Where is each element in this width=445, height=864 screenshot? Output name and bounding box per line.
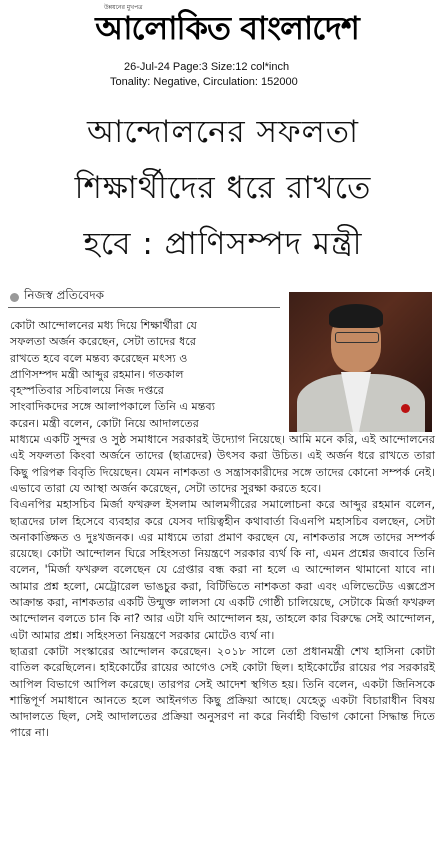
article-line: সাংবাদিকদের সঙ্গে আলাপকালে তিনি এ মন্তব্য <box>10 400 215 414</box>
headline <box>8 104 438 272</box>
clipping-meta-line-1: 26-Jul-24 Page:3 Size:12 col*inch <box>124 61 290 73</box>
byline <box>10 287 104 307</box>
headline-line-3: হবে : প্রাণিসম্পদ মন্ত্রী <box>83 226 363 262</box>
byline-bullet-icon <box>10 293 19 302</box>
article-line: রাখতে হবে বলে মন্তব্য করেছেন মৎস্য ও <box>10 351 188 365</box>
article-intro <box>10 318 286 432</box>
clipping-meta-line-2: Tonality: Negative, Circulation: 152000 <box>110 76 298 88</box>
byline-text: নিজস্ব প্রতিবেদক <box>24 288 105 302</box>
article-line: প্রাণিসম্পদ মন্ত্রী আব্দুর রহমান। গতকাল <box>10 367 184 381</box>
masthead-tagline: উন্নয়নের মুখপত্র <box>104 4 143 11</box>
masthead <box>0 0 445 58</box>
article-line: কোটা আন্দোলনের মধ্য দিয়ে শিক্ষার্থীরা যে <box>10 319 198 332</box>
article-line: করেন। মন্ত্রী বলেন, কোটা নিয়ে আদালতের <box>10 416 199 430</box>
byline-divider <box>8 307 280 308</box>
article-paragraph-2: বিএনপির মহাসচিব মির্জা ফখরুল ইসলাম আলমগীরের সমালোচনা করে আব্দুর রহমান বলেন, ছাত্রদের ঢাল হিসেবে ব্যবহার করে যেসব দায়িত্বহীন কথাবার্তা বিএনপি মহাসচিব বলছেন, সেটা অনাকাঙ্ক্ষিত ও দুঃখজনক। এর মাধ্যমে তারা প্রমাণ করছেন যে, নাশকতার সঙ্গে তাদের সম্পর্ক রয়েছে। কোটা আন্দোলন ঘিরে সহিংসতা নিয়ন্ত্রণে সরকার ব্যর্থ কি না, এমন প্রশ্নের জবাবে তিনি বলেন, 'মির্জা ফখরুল বলেছেন যে গ্রেপ্তার বন্ধ করা না হলে এ আন্দোলন থামানো যাবে না। আমার প্রশ্ন হলো, মেট্রোরেল ভাঙচুর করা, বিটিভিতে নাশকতা করা এবং এলিভেটেড এক্সপ্রেস আক্রান্ত করা, নাশকতার একটি উন্মুক্ত লালসা যে একটি গোষ্ঠী চালিয়েছে, সেটাকে মির্জা ফখরুল আন্দোলন বলতে চান কি না? আর এটা যদি আন্দোলন হয়, তাহলে কার বিরুদ্ধে সেই আন্দোলন, এটা আমার প্রশ্ন। সহিংসতা নিয়ন্ত্রণে সরকার মোটেও ব্যর্থ না। <box>10 498 435 642</box>
article-body <box>10 318 435 742</box>
headline-line-1: আন্দোলনের সফলতা <box>87 114 359 150</box>
article-paragraph-3: ছাত্ররা কোটা সংস্কারের আন্দোলন করেছেন। ২০১৮ সালে তো প্রধানমন্ত্রী শেখ হাসিনা কোটা বাতিল করেছিলেন। হাইকোর্টের রায়ের আগেও সেই কোটা ছিল। হাইকোর্টের রায়ের পর সরকারই আপিল বিভাগে আপিল করেছে। তারপর সেই আদেশ স্থগিত হয়। তিনি বলেন, একটা জিনিসকে শান্তিপূর্ণ সমাধানে আনতে হলে আইনগত কিছু প্রক্রিয়া আছে। যেহেতু একটা বিচারাধীন বিষয় আদালতে ছিল, সেই আদালতের প্রক্রিয়া অনুসরণ না করে নির্বাহী বিভাগ কোনো সিদ্ধান্ত দিতে পারে না। <box>10 644 435 740</box>
article-paragraph-1: মাধ্যমে একটি সুন্দর ও সুষ্ঠ সমাধানে সরকারই উদ্যোগ নিয়েছে। আমি মনে করি, এই আন্দোলনের এই সফলতা কিংবা অর্জনে তাদের (ছাত্রদের) উৎসব করা উচিত। এই অর্জন ধরে রাখতে তারা কিছু পরিপক্ব বিবৃতি দিয়েছেন। যেমন নাশকতা ও সন্ত্রাসকারীদের সঙ্গে তাদের কোনো সম্পর্ক নেই। এভাবে তারা যে আস্থা অর্জন করেছেন, সেটা তাদের সুরক্ষা করতে হবে। <box>10 433 435 495</box>
article-line: বৃহস্পতিবার সচিবালয়ে নিজ দপ্তরে <box>10 384 164 398</box>
headline-line-2: শিক্ষার্থীদের ধরে রাখতে <box>74 170 372 206</box>
newspaper-logo: আলোকিত বাংলাদেশ <box>95 9 359 47</box>
article-line: সফলতা অর্জন করেছেন, সেটা তাদের ধরে <box>10 335 197 349</box>
